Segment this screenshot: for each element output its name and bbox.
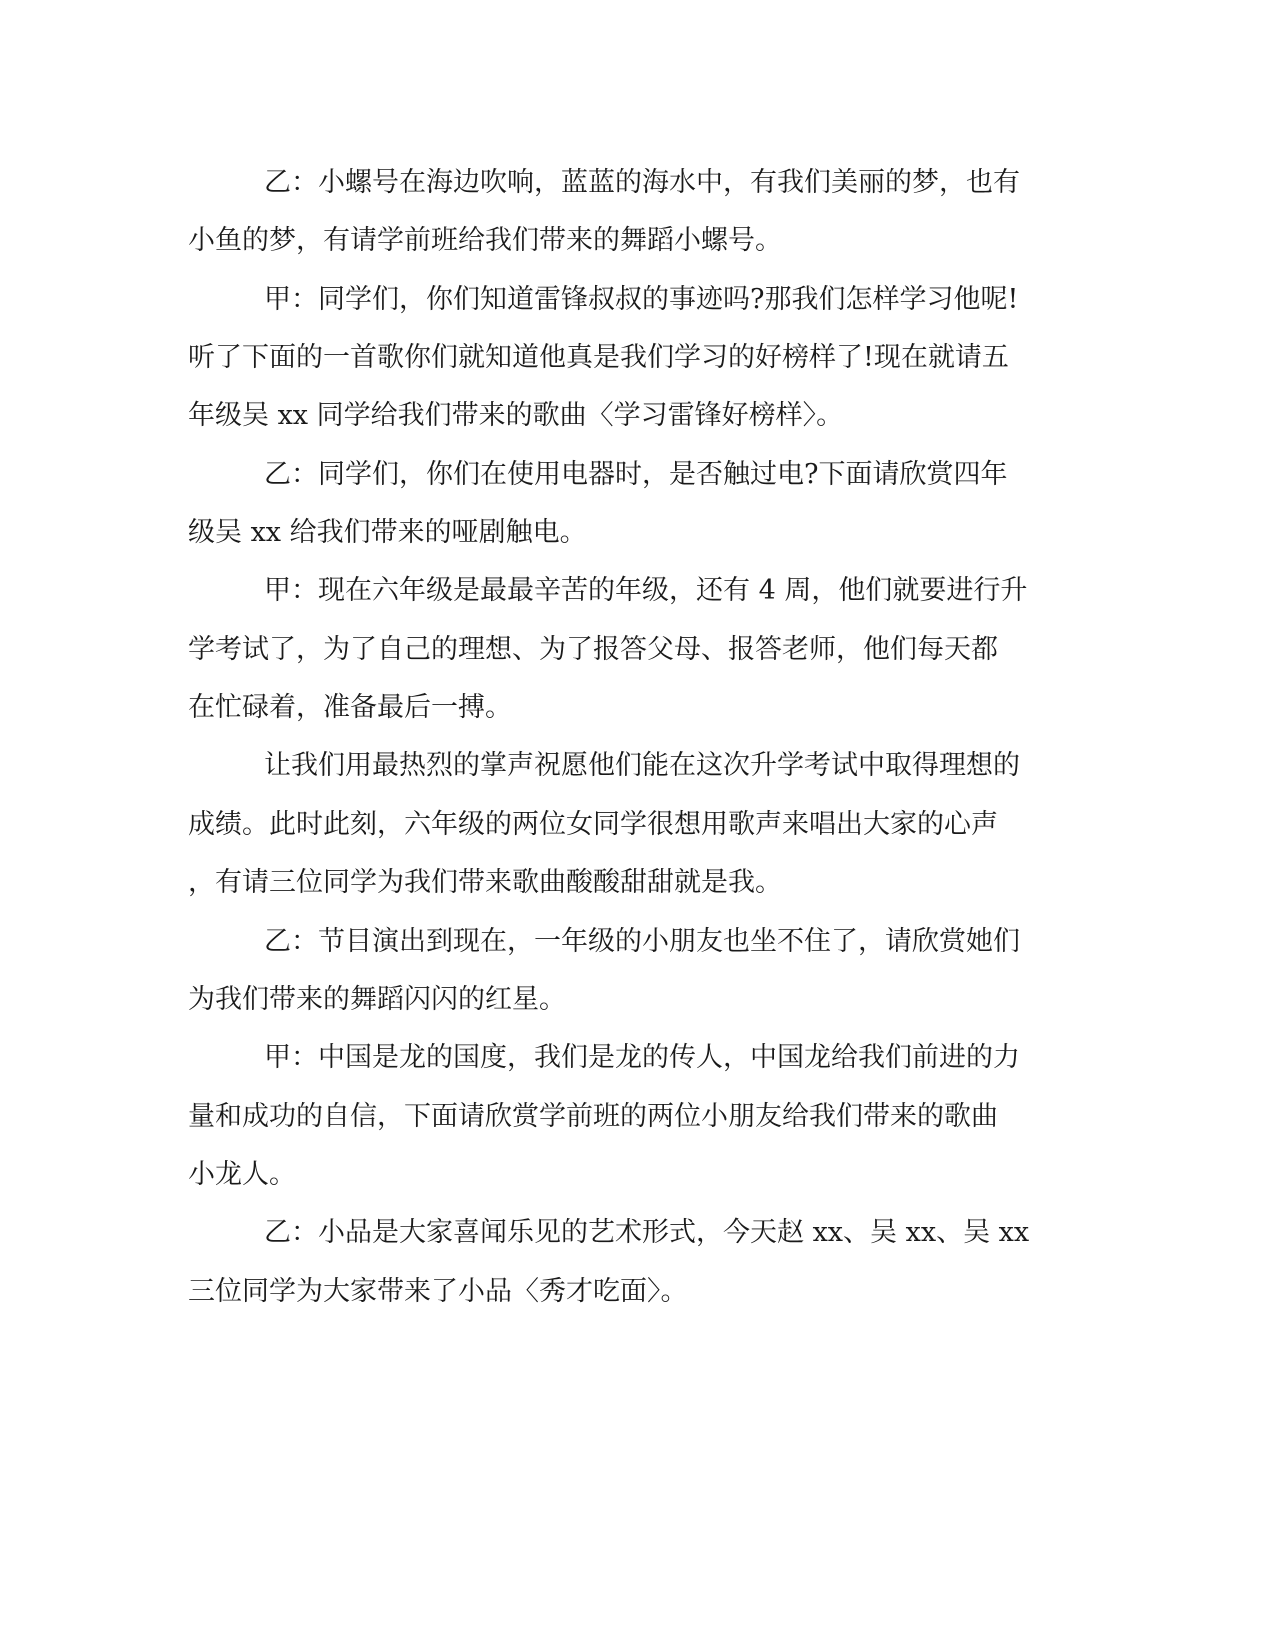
paragraph-line: 甲：现在六年级是最最辛苦的年级，还有 4 周，他们就要进行升 bbox=[264, 575, 1028, 606]
paragraph-line: 乙：节目演出到现在，一年级的小朋友也坐不住了，请欣赏她们 bbox=[264, 926, 1020, 957]
paragraph-line: 甲：中国是龙的国度，我们是龙的传人，中国龙给我们前进的力 bbox=[264, 1042, 1020, 1073]
paragraph-line: 级吴 xx 给我们带来的哑剧触电。 bbox=[188, 517, 587, 548]
paragraph-line: 听了下面的一首歌你们就知道他真是我们学习的好榜样了!现在就请五 bbox=[188, 342, 1009, 373]
paragraph-line: 甲：同学们，你们知道雷锋叔叔的事迹吗?那我们怎样学习他呢! bbox=[264, 284, 1019, 315]
paragraph-line: 为我们带来的舞蹈闪闪的红星。 bbox=[188, 984, 566, 1015]
paragraph-line: 乙：小品是大家喜闻乐见的艺术形式，今天赵 xx、吴 xx、吴 xx bbox=[264, 1217, 1030, 1248]
paragraph-line: 年级吴 xx 同学给我们带来的歌曲〈学习雷锋好榜样〉。 bbox=[188, 400, 844, 431]
paragraph-line: 小龙人。 bbox=[188, 1159, 296, 1190]
paragraph-line: 小鱼的梦，有请学前班给我们带来的舞蹈小螺号。 bbox=[188, 225, 782, 256]
paragraph-line: ，有请三位同学为我们带来歌曲酸酸甜甜就是我。 bbox=[188, 867, 782, 898]
paragraph-line: 乙：小螺号在海边吹响，蓝蓝的海水中，有我们美丽的梦，也有 bbox=[264, 167, 1020, 198]
paragraph-line: 量和成功的自信，下面请欣赏学前班的两位小朋友给我们带来的歌曲 bbox=[188, 1101, 998, 1132]
paragraph-line: 学考试了，为了自己的理想、为了报答父母、报答老师，他们每天都 bbox=[188, 634, 998, 665]
paragraph-line: 在忙碌着，准备最后一搏。 bbox=[188, 692, 512, 723]
paragraph-line: 乙：同学们，你们在使用电器时，是否触过电?下面请欣赏四年 bbox=[264, 459, 1008, 490]
paragraph-line: 成绩。此时此刻，六年级的两位女同学很想用歌声来唱出大家的心声 bbox=[188, 809, 998, 840]
paragraph-line: 让我们用最热烈的掌声祝愿他们能在这次升学考试中取得理想的 bbox=[264, 750, 1020, 781]
paragraph-line: 三位同学为大家带来了小品〈秀才吃面〉。 bbox=[188, 1276, 688, 1307]
